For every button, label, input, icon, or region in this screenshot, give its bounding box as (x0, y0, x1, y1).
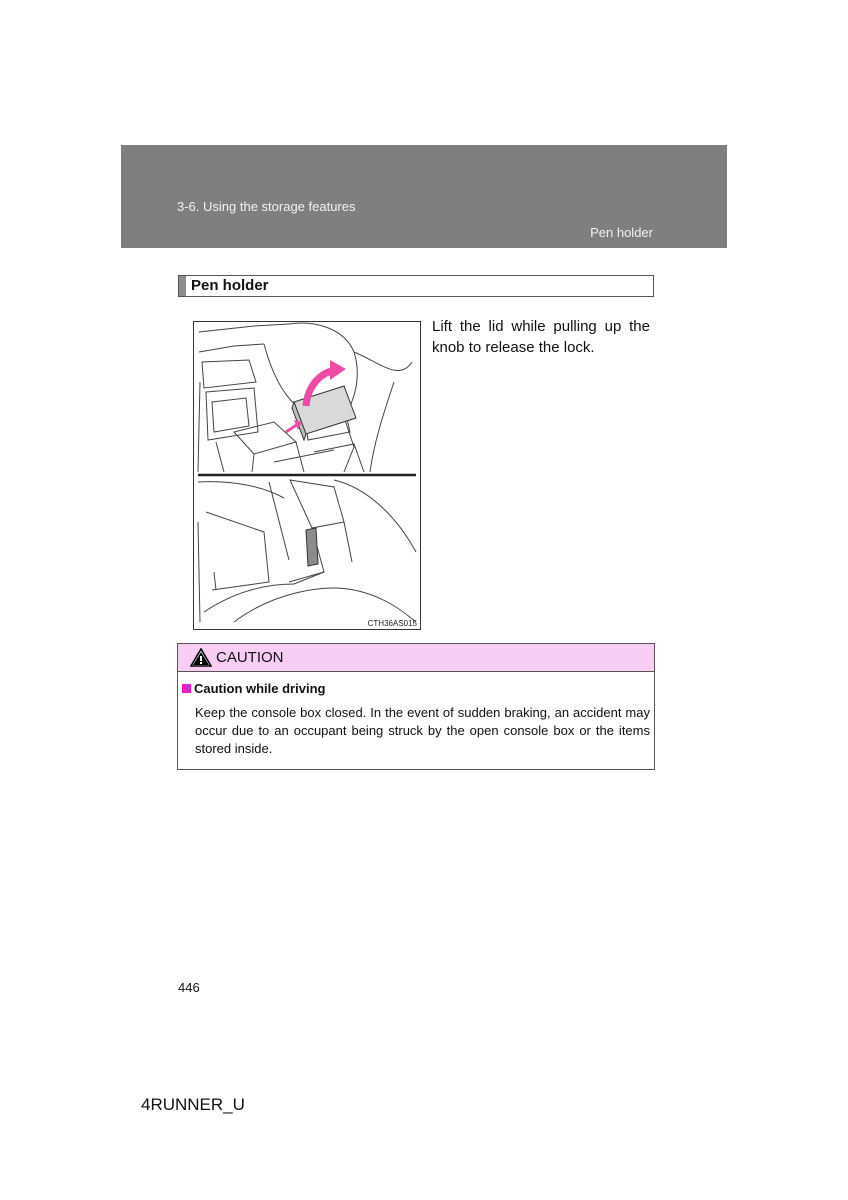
console-box-illustration (193, 321, 421, 630)
caution-header (178, 644, 654, 672)
instruction-text: Lift the lid while pulling up the knob to release the lock. (432, 318, 650, 356)
warning-triangle-icon (190, 648, 212, 667)
model-code: 4RUNNER_U (141, 1095, 245, 1114)
chapter-topic-label: Pen holder (590, 225, 653, 240)
bullet-square-icon (182, 684, 191, 693)
section-heading (178, 275, 654, 297)
chapter-header (121, 145, 727, 248)
heading-marker-bar (179, 276, 186, 296)
caution-box (177, 643, 655, 770)
caution-title: CAUTION (216, 649, 284, 666)
caution-subheading-label: Caution while driving (194, 681, 326, 696)
figure-code: CTH36AS015 (367, 619, 417, 628)
caution-subheading (182, 681, 325, 696)
page-number: 446 (178, 980, 200, 995)
console-illustration-drawing (194, 322, 420, 629)
section-heading-label: Pen holder (191, 277, 269, 294)
chapter-section-label: 3-6. Using the storage features (177, 199, 356, 214)
caution-body-text: Keep the console box closed. In the event of sudden braking, an accident may occur due to an occupant being struck by the open console box or the items stored inside. (195, 705, 650, 756)
